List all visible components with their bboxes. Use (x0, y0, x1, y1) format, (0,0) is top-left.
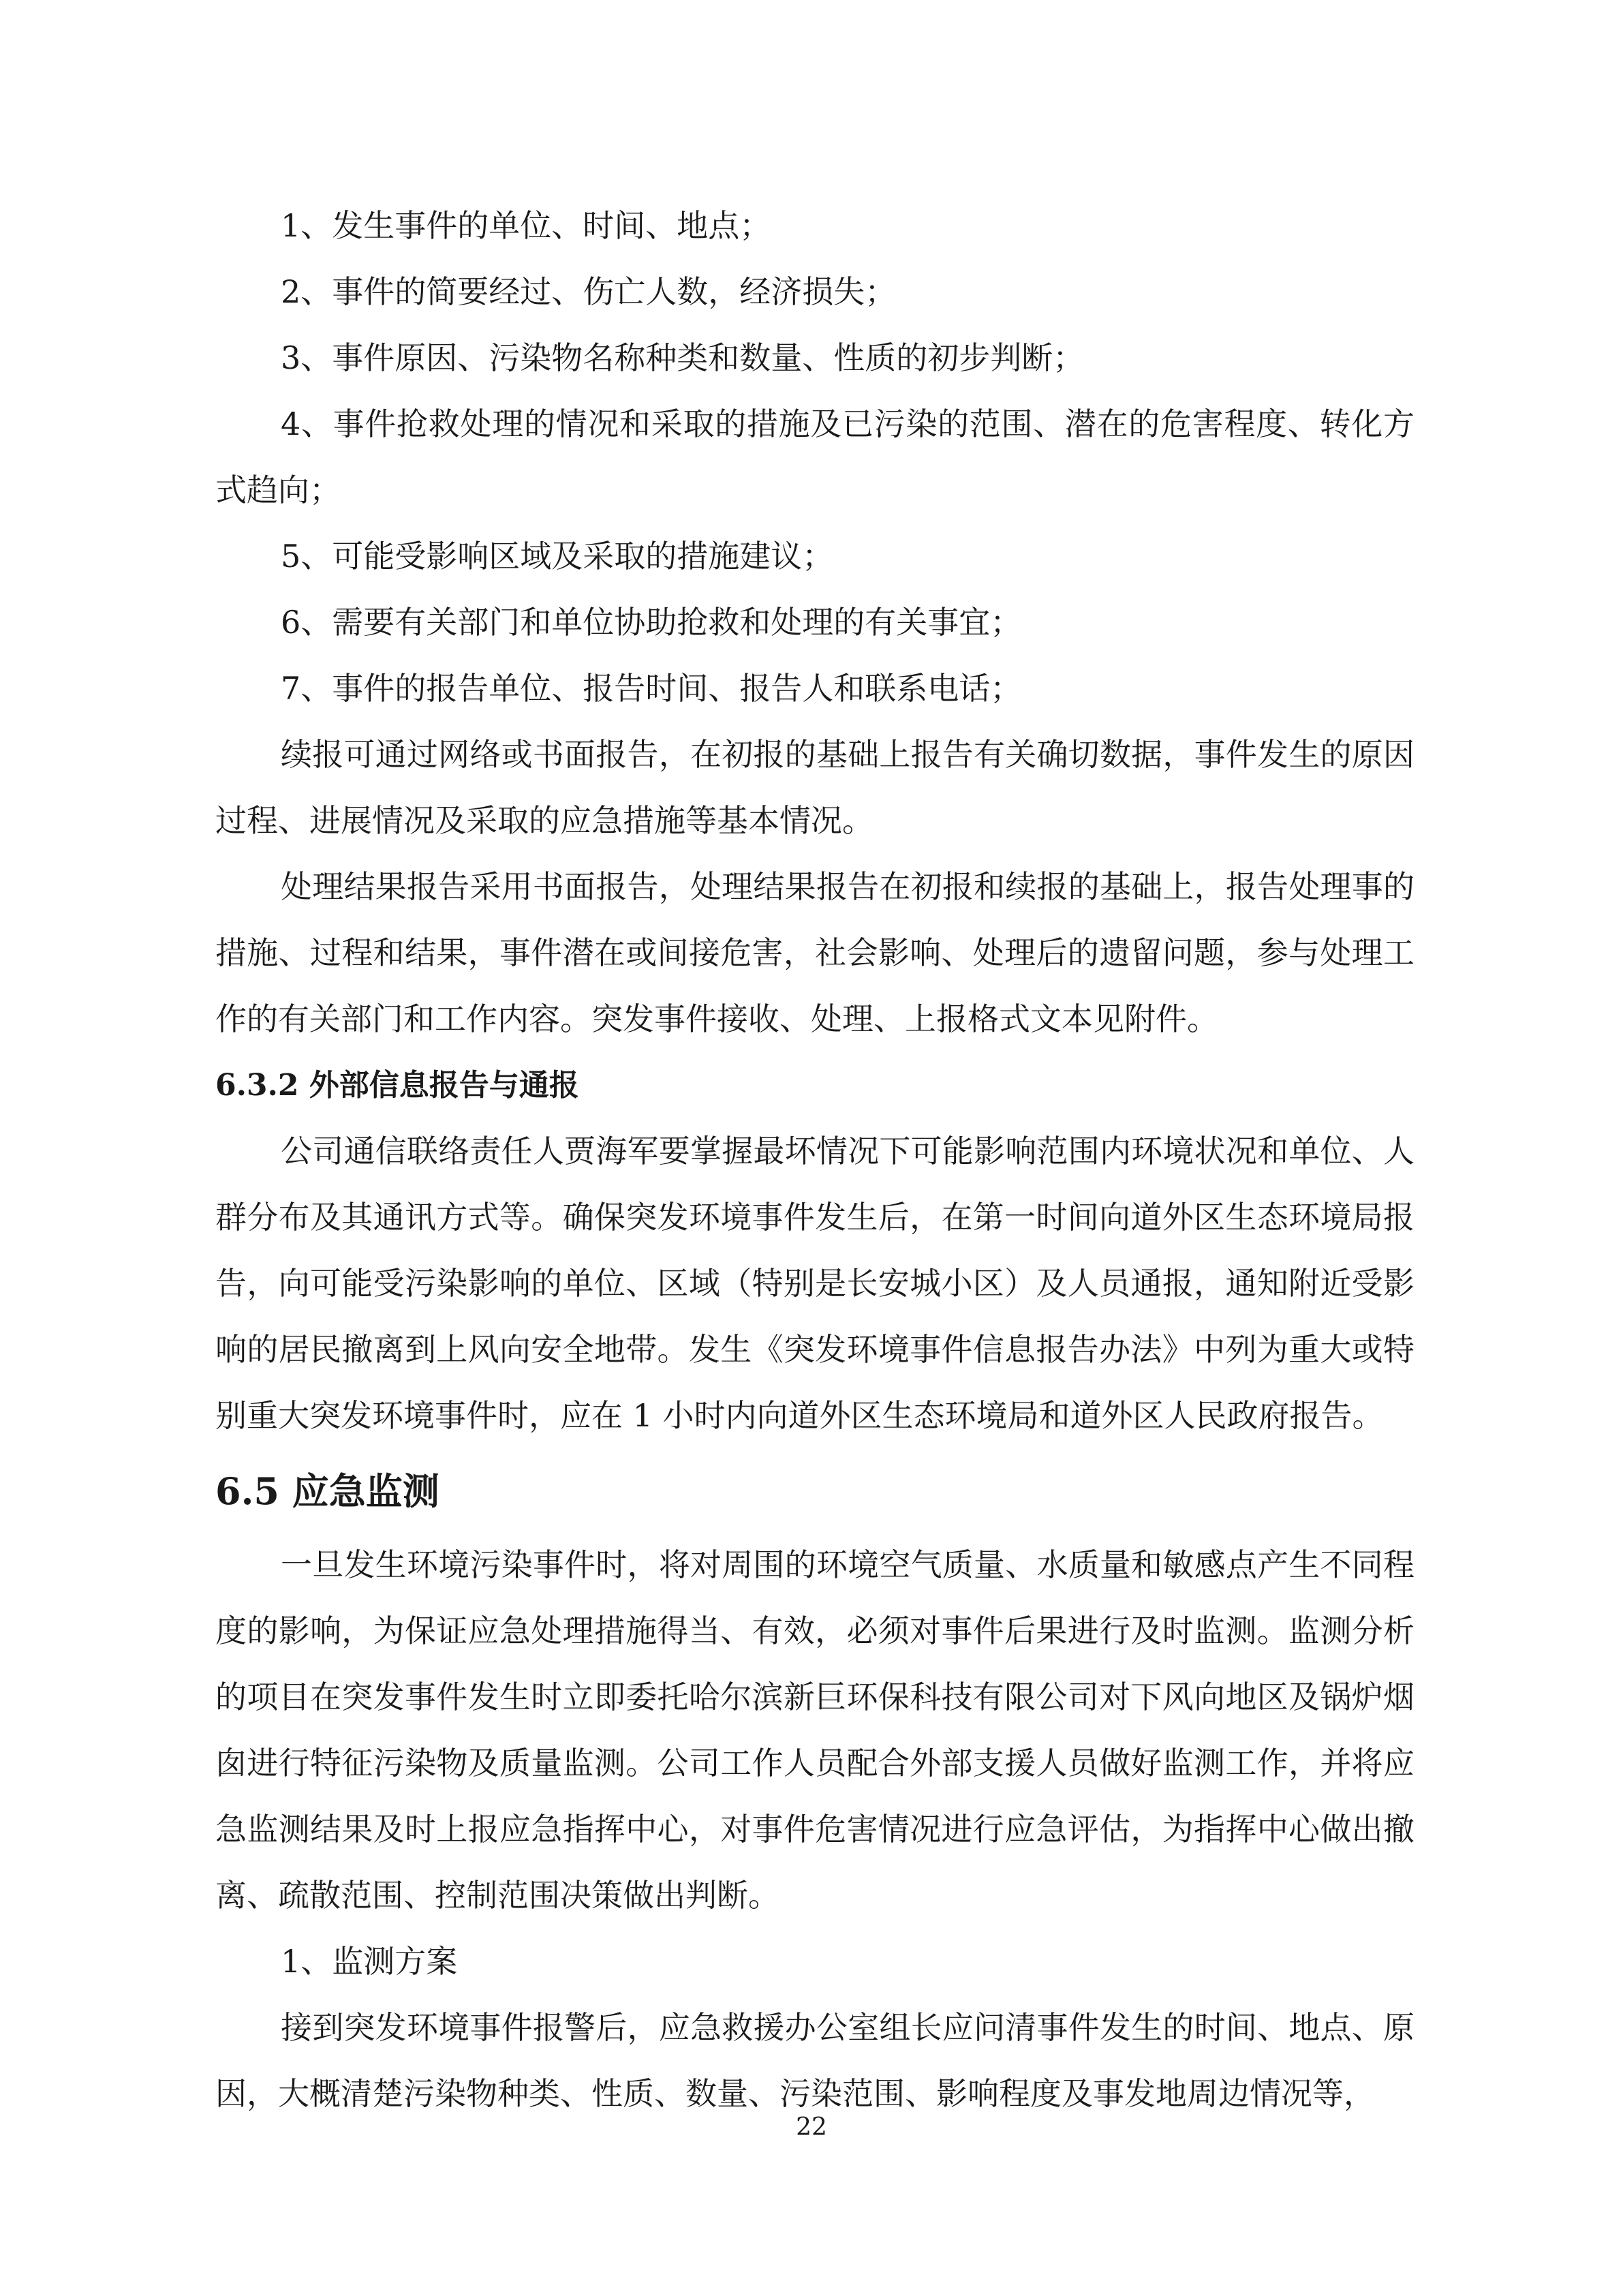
report-item-3: 3、事件原因、污染物名称种类和数量、性质的初步判断； (281, 339, 1085, 376)
page-number: 22 (796, 2113, 827, 2141)
result-report-paragraph: 处理结果报告采用书面报告，处理结果报告在初报和续报的基础上，报告处理事的措施、过程和结果，事件潜在或间接危害，社会影响、处理后的遗留问题，参与处理工作的有关部门和工作内容。突发事件接收、处理、上报格式文本见附件。 (215, 868, 1415, 1037)
report-item-2: 2、事件的简要经过、伤亡人数，经济损失； (281, 273, 897, 310)
report-item-5: 5、可能受影响区域及采取的措施建议； (281, 538, 834, 575)
monitoring-plan-paragraph: 接到突发环境事件报警后，应急救援办公室组长应问清事件发生的时间、地点、原因，大概清楚污染物种类、性质、数量、污染范围、影响程度及事发地周边情况等， (215, 2009, 1415, 2112)
monitoring-paragraph: 一旦发生环境污染事件时，将对周围的环境空气质量、水质量和敏感点产生不同程度的影响，为保证应急处理措施得当、有效，必须对事件后果进行及时监测。监测分析的项目在突发事件发生时立即委托哈尔滨新巨环保科技有限公司对下风向地区及锅炉烟囱进行特征污染物及质量监测。公司工作人员配合外部支援人员做好监测工作，并将应急监测结果及时上报应急指挥中心，对事件危害情况进行应急评估，为指挥中心做出撤离、疏散范围、控制范围决策做出判断。 (215, 1546, 1415, 1914)
section-heading: 6.5 应急监测 (215, 1469, 439, 1513)
report-item-6: 6、需要有关部门和单位协助抢救和处理的有关事宜； (281, 604, 1022, 641)
monitoring-plan-label: 1、监测方案 (281, 1943, 458, 1980)
followup-report-paragraph: 续报可通过网络或书面报告，在初报的基础上报告有关确切数据，事件发生的原因过程、进展情况及采取的应急措施等基本情况。 (215, 736, 1415, 839)
report-item-7: 7、事件的报告单位、报告时间、报告人和联系电话； (281, 670, 1022, 707)
subsection-heading: 6.3.2 外部信息报告与通报 (215, 1068, 579, 1103)
report-item-1: 1、发生事件的单位、时间、地点； (281, 207, 771, 244)
report-item-4: 4、事件抢救处理的情况和采取的措施及已污染的范围、潜在的危害程度、转化方式趋向； (215, 405, 1415, 508)
external-report-paragraph: 公司通信联络责任人贾海军要掌握最坏情况下可能影响范围内环境状况和单位、人群分布及其通讯方式等。确保突发环境事件发生后，在第一时间向道外区生态环境局报告，向可能受污染影响的单位、区域（特别是长安城小区）及人员通报，通知附近受影响的居民撤离到上风向安全地带。发生《突发环境事件信息报告办法》中列为重大或特别重大突发环境事件时，应在 1 小时内向道外区生态环境局和道外区人民政府报告。 (215, 1133, 1415, 1434)
page-body (215, 193, 1415, 2127)
